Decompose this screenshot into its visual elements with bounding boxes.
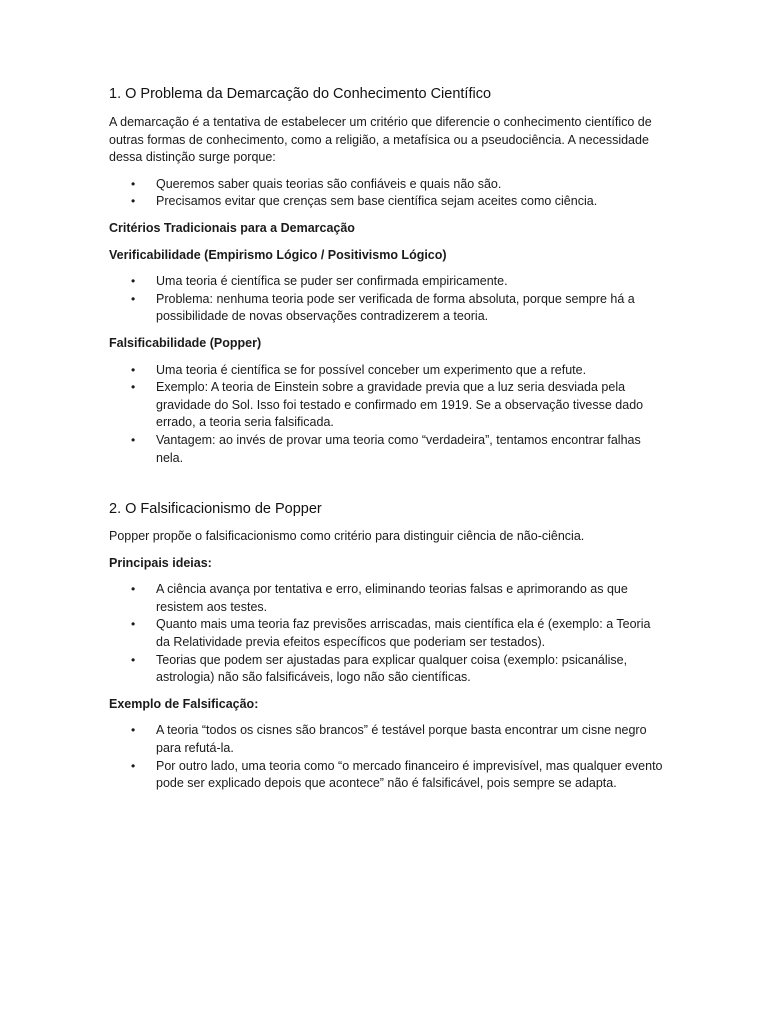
list-item: • Por outro lado, uma teoria como “o mercado financeiro é imprevisível, mas qualquer evento pode ser explicado depois que acontece” não é falsificável, pois sempre se adapta.	[131, 758, 663, 791]
bullet-icon: •	[131, 652, 136, 667]
criteria-heading: Critérios Tradicionais para a Demarcação	[109, 220, 355, 235]
bullet-icon: •	[131, 274, 136, 289]
list-item: • Problema: nenhuma teoria pode ser verificada de forma absoluta, porque sempre há a possibilidade de novas observações contradizerem a teoria.	[131, 291, 635, 324]
section-2-intro: Popper propõe o falsificacionismo como critério para distinguir ciência de não-ciência.	[109, 529, 585, 544]
section-1-title: 1. O Problema da Demarcação do Conhecimento Científico	[109, 86, 492, 102]
bullet-icon: •	[131, 176, 136, 191]
list-item: • Uma teoria é científica se for possível conceber um experimento que a refute.	[109, 362, 664, 380]
list-item: • A ciência avança por tentativa e erro, eliminando teorias falsas e aprimorando as que resistem aos testes.	[131, 582, 628, 614]
list-item: • Precisamos evitar que crenças sem base científica sejam aceites como ciência.	[109, 193, 664, 211]
ideas-heading: Principais ideias:	[109, 555, 212, 570]
list-item: • Teorias que podem ser ajustadas para explicar qualquer coisa (exemplo: psicanálise, astrologia) não são falsificáveis, logo não são científicas.	[131, 652, 628, 685]
list-item: • Quanto mais uma teoria faz previsões arriscadas, mais científica ela é (exemplo: a Teoria da Relatividade previa efeitos específicos que poderiam ser testados).	[131, 617, 651, 650]
bullet-icon: •	[131, 582, 136, 597]
falsificabilidade-heading: Falsificabilidade (Popper)	[109, 335, 262, 350]
section-2-title: 2. O Falsificacionismo de Popper	[109, 501, 322, 518]
bullet-icon: •	[131, 432, 136, 447]
verificabilidade-heading: Verificabilidade (Empirismo Lógico / Positivismo Lógico)	[109, 247, 447, 262]
bullet-icon: •	[131, 758, 136, 773]
document-page	[109, 84, 664, 802]
examples-list	[109, 722, 664, 792]
verificabilidade-list	[109, 273, 664, 326]
list-item: • A teoria “todos os cisnes são brancos” é testável porque basta encontrar um cisne negro para refutá-la.	[131, 723, 647, 756]
falsificabilidade-list	[109, 362, 664, 468]
list-item: • Vantagem: ao invés de provar uma teoria como “verdadeira”, tentamos encontrar falhas nela.	[131, 432, 641, 465]
bullet-icon: •	[131, 723, 136, 738]
list-item: • Queremos saber quais teorias são confiáveis e quais não são.	[109, 176, 664, 194]
bullet-icon: •	[131, 617, 136, 632]
bullet-icon: •	[131, 362, 136, 377]
example-heading: Exemplo de Falsificação:	[109, 696, 259, 711]
ideas-list	[109, 581, 664, 687]
bullet-icon: •	[131, 291, 136, 306]
bullet-icon: •	[131, 194, 136, 209]
section-1-intro: A demarcação é a tentativa de estabelecer um critério que diferencie o conhecimento científico de outras formas de conhecimento, como a religião, a metafísica ou a pseudociência. A necessidade dessa distinção surge porque:	[109, 115, 652, 165]
list-item: • Exemplo: A teoria de Einstein sobre a gravidade previa que a luz seria desviada pela gravidade do Sol. Isso foi testado e confirmado em 1919. Se a observação tivesse dado errado, a teoria seria falsificada.	[131, 380, 644, 430]
list-item: • Uma teoria é científica se puder ser confirmada empiricamente.	[109, 273, 664, 291]
bullet-icon: •	[131, 380, 136, 395]
reasons-list	[109, 176, 664, 211]
